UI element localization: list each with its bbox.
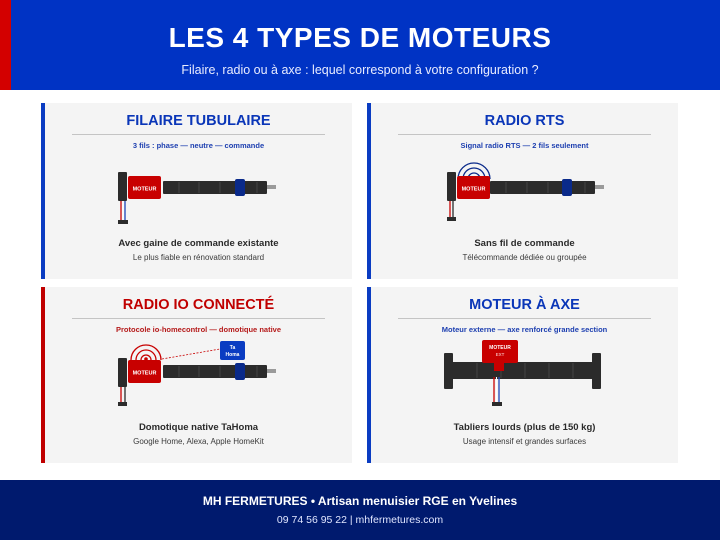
card-detail: Télécommande dédiée ou groupée [462, 253, 587, 262]
card-tagline: 3 fils : phase — neutre — commande [132, 141, 265, 150]
card-divider [72, 134, 325, 135]
card-caption: Avec gaine de commande existante [118, 238, 279, 249]
card-caption: Domotique native TaHoma [138, 422, 259, 433]
axle-external-motor-icon [371, 337, 678, 417]
motor-label-line2: EXT [495, 352, 505, 357]
card-detail: Le plus fiable en rénovation standard [132, 253, 265, 262]
card-title: FILAIRE TUBULAIRE [126, 113, 271, 129]
motor-label-line1: MOTEUR [489, 345, 511, 351]
card-filaire-tubulaire [41, 103, 352, 279]
card-tagline: Protocole io-homecontrol — domotique native [115, 325, 281, 334]
radio-waves-icon [131, 345, 161, 361]
card-detail: Google Home, Alexa, Apple HomeKit [133, 437, 264, 446]
tubular-radio-motor-icon [371, 153, 678, 233]
tahoma-hub-icon [220, 341, 245, 360]
card-radio-rts [367, 103, 678, 279]
card-tagline: Moteur externe — axe renforcé grande section [441, 325, 608, 334]
tubular-wired-motor-icon [45, 153, 352, 233]
motor-label: MOTEUR [132, 186, 157, 193]
card-title: RADIO RTS [484, 113, 565, 129]
card-divider [72, 318, 325, 319]
card-caption: Sans fil de commande [474, 238, 575, 249]
page-title: LES 4 TYPES DE MOTEURS [168, 22, 552, 53]
card-caption: Tabliers lourds (plus de 150 kg) [453, 422, 596, 433]
card-title: RADIO IO CONNECTÉ [122, 297, 275, 313]
page-subtitle: Filaire, radio ou à axe : lequel correspond à votre configuration ? [181, 63, 539, 77]
card-detail: Usage intensif et grandes surfaces [462, 437, 587, 446]
hub-label-line1: Ta [229, 345, 236, 351]
header-banner [0, 0, 720, 90]
card-divider [398, 134, 651, 135]
motor-label: MOTEUR [461, 186, 486, 193]
card-moteur-a-axe [367, 287, 678, 463]
footer-contact: 09 74 56 95 22 | mhfermetures.com [276, 514, 444, 526]
card-radio-io-connecte [41, 287, 352, 463]
card-title: MOTEUR À AXE [469, 297, 580, 313]
hub-label-line2: Homa [225, 352, 240, 358]
card-tagline: Signal radio RTS — 2 fils seulement [460, 141, 589, 150]
footer-brand: MH FERMETURES • Artisan menuisier RGE en Yvelines [202, 494, 518, 508]
card-divider [398, 318, 651, 319]
motor-label: MOTEUR [132, 370, 157, 377]
footer-banner [0, 480, 720, 540]
tubular-io-connected-motor-icon [45, 337, 352, 417]
